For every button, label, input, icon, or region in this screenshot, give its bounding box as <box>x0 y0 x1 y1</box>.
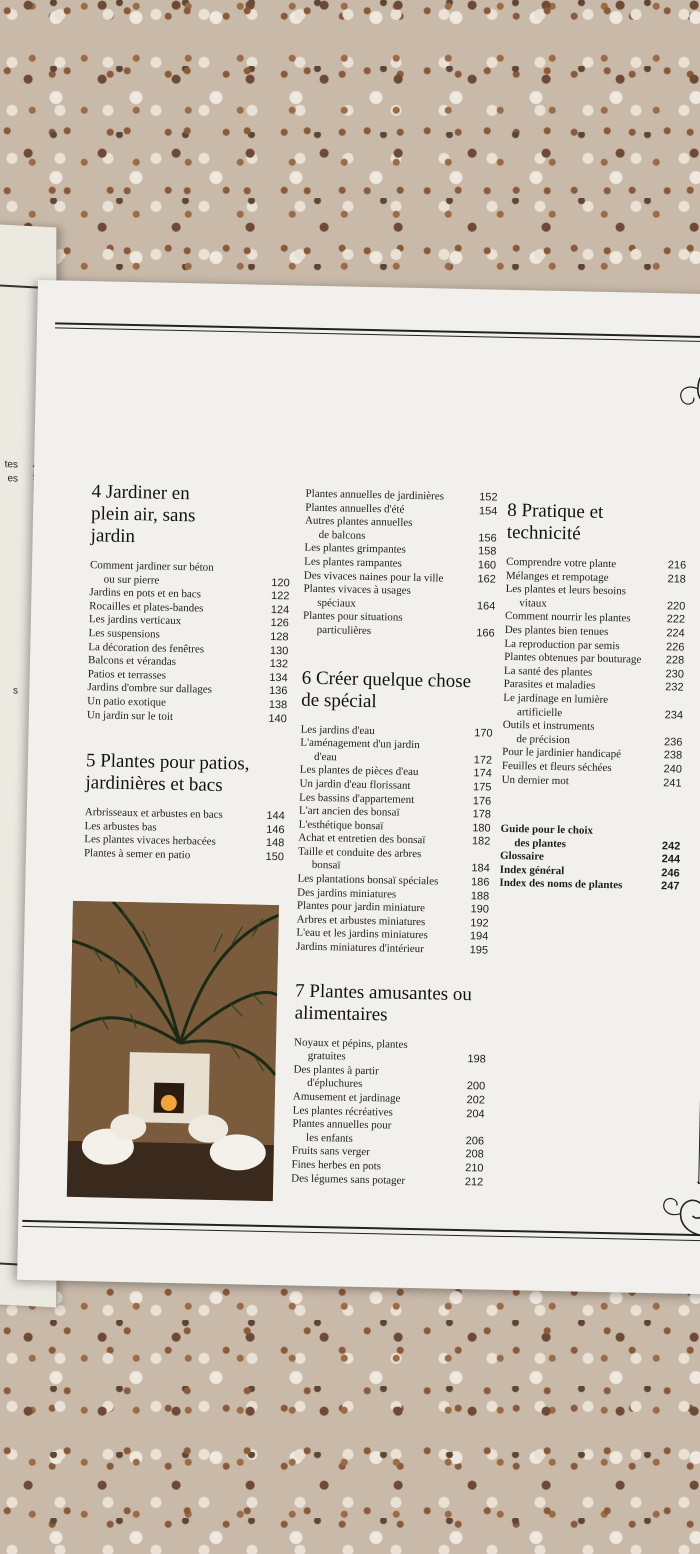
toc-entry <box>296 941 488 959</box>
toc-entry-page: 216 <box>667 559 687 572</box>
toc-entry-title: La santé des plantes <box>503 664 593 679</box>
toc-entry-title: Plantes annuelles d'été <box>305 501 405 516</box>
chapter-6-heading: 6 Créer quelque chose de spécial <box>301 667 472 712</box>
toc-entry-page: 240 <box>663 763 683 776</box>
toc-entry-page: 140 <box>268 712 287 725</box>
toc-entry-title: Les arbustes bas <box>84 819 157 834</box>
chapter-5-continued-entries <box>303 488 498 642</box>
toc-entry-title: Arbres et arbustes miniatures <box>296 913 426 929</box>
toc-entry-title: Noyaux et pépins, plantes <box>293 1036 408 1051</box>
toc-entry-page: 138 <box>268 698 288 712</box>
toc-entry-title: Autres plantes annuelles <box>304 514 413 530</box>
toc-entry-page: 128 <box>270 630 289 644</box>
toc-entry-page: 208 <box>465 1148 484 1161</box>
toc-entry-page: 124 <box>270 603 290 617</box>
toc-entry-page: 204 <box>466 1107 485 1121</box>
toc-entry-title: Les plantes rampantes <box>304 555 403 570</box>
toc-entry-title: Fines herbes en pots <box>291 1158 382 1173</box>
toc-entry-page: 238 <box>663 749 683 762</box>
toc-entry-title: Jardins en pots et en bacs <box>89 586 202 601</box>
toc-entry-page: 152 <box>479 491 498 504</box>
toc-entry-page: 244 <box>661 853 681 866</box>
toc-entry-title: Plantes à semer en patio <box>83 846 191 862</box>
toc-entry-title: Patios et terrasses <box>87 667 167 682</box>
toc-entry-title: Un patio exotique <box>87 695 167 709</box>
toc-entry-title: Plantes vivaces à usages <box>303 582 411 598</box>
toc-entry-title: Plantes annuelles de jardinières <box>305 487 445 503</box>
toc-entry-title: vitaux <box>519 596 547 610</box>
toc-entry-title: Index général <box>499 863 565 878</box>
toc-entry-title: de précision <box>516 732 571 746</box>
toc-entry-title: Un jardin d'eau florissant <box>299 777 411 792</box>
toc-entry-title: Des plantes à partir <box>293 1063 379 1078</box>
toc-entry-page: 202 <box>466 1094 486 1107</box>
toc-entry-page: 172 <box>473 753 493 767</box>
toc-entry-page: 132 <box>269 658 289 671</box>
toc-entry-page: 234 <box>664 708 684 722</box>
toc-entry-title: Balcons et vérandas <box>87 654 177 669</box>
toc-entry-page: 120 <box>271 576 290 589</box>
toc-entry-page: 188 <box>470 889 490 903</box>
toc-entry-page: 166 <box>476 627 495 640</box>
toc-entry-page: 228 <box>665 654 685 667</box>
toc-entry-title: d'épluchures <box>307 1077 363 1091</box>
interior-photo <box>67 901 279 1201</box>
toc-entry-page: 246 <box>661 867 680 880</box>
toc-entry-title: Plantes annuelles pour <box>292 1117 392 1132</box>
toc-entry-title: Parasites et maladies <box>503 678 596 693</box>
toc-entry-title: Jardins miniatures d'intérieur <box>295 940 425 956</box>
toc-entry-page: 224 <box>666 627 685 640</box>
toc-entry-page: 148 <box>265 837 285 850</box>
toc-entry-page: 130 <box>269 644 289 657</box>
toc-entry <box>87 709 287 727</box>
toc-entry-title: Jardins d'ombre sur dallages <box>87 681 213 697</box>
chapter-6-entries <box>296 723 493 958</box>
toc-entry-page: 146 <box>266 823 285 837</box>
toc-entry-title: d'eau <box>313 750 337 764</box>
toc-entry-title: Arbrisseaux et arbustes en bacs <box>84 806 224 822</box>
toc-entry-title: Comment nourrir les plantes <box>504 610 631 625</box>
toc-entry-title: La décoration des fenêtres <box>88 640 205 656</box>
toc-entry-page: 178 <box>472 808 492 821</box>
left-page-fragment: s <box>13 685 18 697</box>
toc-entry-page: 192 <box>470 917 489 930</box>
toc-entry-page: 122 <box>270 590 290 603</box>
left-page-fragment: es <box>7 473 18 485</box>
toc-entry-page: 176 <box>472 794 492 808</box>
toc-entry-title: Les jardins d'eau <box>300 723 375 737</box>
toc-entry-title: Des jardins miniatures <box>297 886 397 901</box>
book-page <box>17 280 700 1295</box>
toc-entry-page: 220 <box>666 600 686 613</box>
toc-entry-page: 126 <box>270 617 289 630</box>
toc-entry-page: 162 <box>477 572 496 586</box>
toc-entry-page: 194 <box>469 930 489 944</box>
toc-entry-title: Plantes pour situations <box>302 609 403 625</box>
toc-entry-page: 206 <box>465 1134 485 1148</box>
chapter-8-heading: 8 Pratique et technicité <box>506 499 604 545</box>
toc-entry-page: 180 <box>472 821 491 835</box>
toc-entry-title: Les plantations bonsaï spéciales <box>297 872 439 888</box>
toc-entry-title: spéciaux <box>317 596 356 610</box>
toc-entry <box>291 1172 483 1190</box>
toc-entry-title: Index des noms de plantes <box>499 877 623 892</box>
toc-entry-title: L'esthétique bonsaï <box>298 818 384 833</box>
corner-ornament-top-icon <box>667 353 700 424</box>
toc-entry-title: Des plantes bien tenues <box>504 623 609 638</box>
toc-entry-title: Plantes pour jardin miniature <box>296 899 426 915</box>
toc-entry <box>501 773 681 790</box>
chapter-5-entries <box>84 806 285 865</box>
toc-entry-page: 190 <box>470 903 490 916</box>
toc-entry-title: les enfants <box>305 1131 353 1145</box>
toc-entry-title: Les plantes vivaces herbacées <box>84 833 217 849</box>
toc-entry-page: 241 <box>663 776 682 790</box>
toc-column-1 <box>84 481 292 865</box>
toc-column-3 <box>499 500 687 895</box>
toc-entry-title: Un dernier mot <box>501 773 569 787</box>
toc-entry-page: 136 <box>268 685 288 698</box>
toc-entry-page: 184 <box>471 862 490 876</box>
toc-entry-title: Outils et instruments <box>502 718 595 733</box>
toc-entry-title: Amusement et jardinage <box>292 1090 401 1105</box>
toc-entry-page: 210 <box>465 1162 484 1175</box>
toc-entry-page: 232 <box>665 681 684 694</box>
toc-entry-page: 222 <box>666 613 686 626</box>
toc-entry-page: 242 <box>661 839 681 853</box>
palm-fireplace-illustration <box>67 901 279 1201</box>
toc-entry-page: 195 <box>469 944 489 957</box>
toc-entry-title: Les plantes grimpantes <box>304 542 406 557</box>
chapter-5-heading: 5 Plantes pour patios, jardinières et bacs <box>85 750 250 797</box>
toc-entry-title: Rocailles et plates-bandes <box>89 599 204 615</box>
toc-entry-title: Fruits sans verger <box>291 1144 370 1159</box>
toc-entry-title: Des légumes sans potager <box>291 1172 406 1187</box>
toc-entry-page: 212 <box>464 1175 484 1189</box>
toc-entry-page: 198 <box>467 1053 486 1066</box>
toc-entry-title: Les suspensions <box>88 627 160 641</box>
toc-entry-page: 164 <box>476 600 496 613</box>
left-page-fragment: tes <box>4 458 18 471</box>
toc-entry-page: 134 <box>269 671 288 685</box>
toc-entry-title: gratuites <box>307 1050 346 1063</box>
toc-entry-page: 170 <box>474 726 493 740</box>
toc-entry-page: 230 <box>665 667 685 681</box>
toc-entry-page: 160 <box>477 559 497 572</box>
toc-entry-title: Les bassins d'appartement <box>299 791 415 806</box>
toc-entry-page: 174 <box>473 767 492 780</box>
toc-entry-page: 226 <box>665 640 685 654</box>
toc-entry-page: 154 <box>478 504 498 518</box>
corner-ornament-bottom-icon <box>650 1175 700 1246</box>
toc-entry-title: Plantes obtenues par bouturage <box>504 651 642 666</box>
toc-entry-title: Feuilles et fleurs séchées <box>501 759 612 775</box>
toc-column-2 <box>291 488 498 1190</box>
toc-entry <box>84 847 284 865</box>
chapter-7-heading: 7 Plantes amusantes ou alimentaires <box>294 980 473 1026</box>
toc-entry-page: 175 <box>472 781 492 794</box>
toc-entry-page: 186 <box>470 876 490 889</box>
toc-entry-title: Les plantes de pièces d'eau <box>299 763 419 779</box>
toc-entry-page: 144 <box>266 810 285 823</box>
toc-entry-title: Comment jardiner sur béton <box>89 559 214 574</box>
toc-entry-title: L'eau et les jardins miniatures <box>296 926 428 942</box>
toc-entry <box>499 877 679 894</box>
toc-entry-page: 218 <box>667 572 687 586</box>
toc-entry-title: des plantes <box>514 836 567 850</box>
toc-entry-page: 182 <box>471 835 491 848</box>
toc-entry-page: 158 <box>477 545 497 559</box>
toc-entry-title: Les plantes et leurs besoins <box>505 583 627 598</box>
toc-entry-title: Le jardinage en lumière <box>503 691 609 706</box>
toc-entry-title: La reproduction par semis <box>504 637 620 652</box>
toc-entry-title: L'art ancien des bonsaï <box>298 804 400 819</box>
toc-entry-title: ou sur pierre <box>103 573 160 587</box>
toc-entry-title: Mélanges et rempotage <box>505 569 609 584</box>
appendix-entries <box>499 823 680 895</box>
toc-entry-title: Taille et conduite des arbres <box>297 845 422 861</box>
toc-entry-title: Un jardin sur le toit <box>86 708 174 723</box>
toc-entry-title: Comprendre votre plante <box>506 555 617 571</box>
chapter-4-entries <box>87 559 290 726</box>
toc-entry-title: Pour le jardinier handicapé <box>502 746 622 761</box>
toc-entry-title: L'aménagement d'un jardin <box>300 736 420 752</box>
toc-entry-title: Glossaire <box>499 850 544 863</box>
toc-entry <box>303 624 495 642</box>
chapter-8-entries <box>501 556 686 791</box>
toc-entry-title: de balcons <box>318 528 366 542</box>
toc-entry-title: bonsaï <box>311 859 341 872</box>
toc-entry-page: 247 <box>660 880 680 894</box>
toc-entry-title: Les jardins verticaux <box>88 613 182 628</box>
toc-entry-title: Guide pour le choix <box>500 822 594 837</box>
chapter-7-entries <box>291 1036 486 1190</box>
toc-entry-page: 236 <box>663 735 683 749</box>
toc-entry-title: Des vivaces naines pour la ville <box>303 569 444 585</box>
chapter-4-heading: 4 Jardiner en plein air, sans jardin <box>90 481 196 548</box>
toc-entry-title: particulières <box>316 623 372 637</box>
toc-entry-page: 156 <box>478 532 497 545</box>
toc-entry-title: Les plantes récréatives <box>292 1104 393 1119</box>
toc-entry-page: 200 <box>466 1080 486 1093</box>
toc-entry-title: artificielle <box>516 705 563 719</box>
toc-entry-page: 150 <box>265 850 285 864</box>
toc-entry-title: Achat et entretien des bonsaï <box>298 831 426 847</box>
